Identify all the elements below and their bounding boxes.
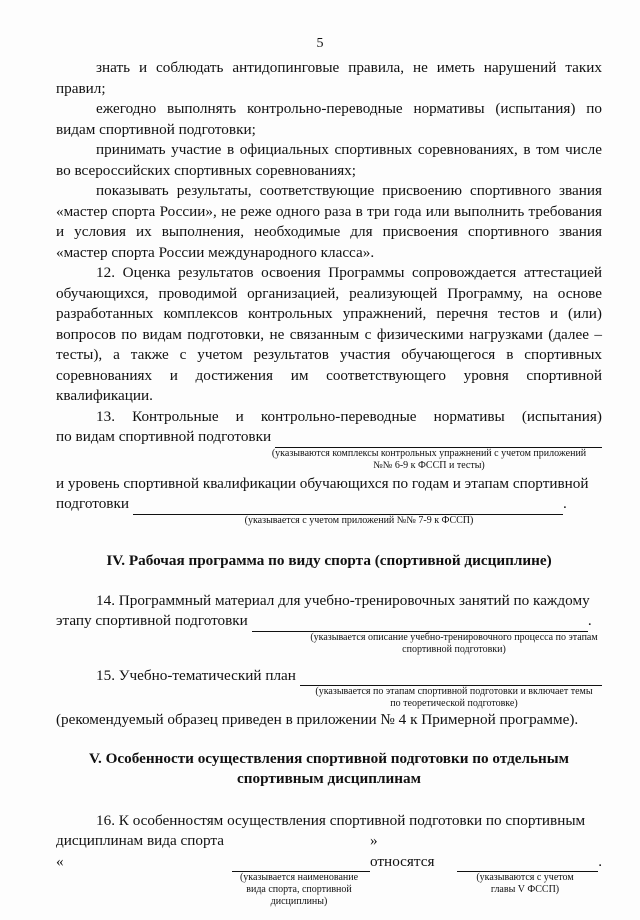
- p16-features-blank: [457, 857, 599, 872]
- paragraph-14-line1: 14. Программный материал для учебно-тренировочных занятий по каждому: [96, 591, 590, 609]
- p15-caption: [56, 686, 602, 710]
- p13-caption1-line: №№ 6-9 к ФССП и тесты): [373, 459, 485, 471]
- p13-caption1-line: (указываются комплексы контрольных упражнений с учетом приложений: [271, 447, 587, 459]
- p13-blank-line2: [133, 499, 563, 515]
- p14-caption-line: спортивной подготовки): [402, 643, 506, 655]
- p16-caption-right: [460, 872, 590, 908]
- p14-end: .: [587, 612, 592, 629]
- p16-caption-left-line: (указывается наименование: [239, 872, 359, 883]
- paragraph-14-line2: [56, 611, 602, 632]
- p16-caption-left-line: вида спорта, спортивной: [246, 884, 352, 895]
- p13-label2: подготовки: [56, 495, 129, 512]
- p15-blank-line: [300, 670, 602, 686]
- p16-caption-right-line: главы V ФССП): [490, 884, 560, 895]
- p15-caption-line: по теоретической подготовке): [390, 698, 518, 709]
- p16-captions: [56, 872, 602, 908]
- p13-word: 13.: [96, 407, 115, 425]
- paragraph-12: 12. Оценка результатов освоения Программы сопровождается аттестацией обучающихся, проводимой организацией, реализующей Программу, на основе разработанных комплексов контрольных упражнений, перечня тестов и (или) вопросов по видам подготовки, не связанным с физическими нагрузками (далее – тесты), а также с учетом результатов участия обучающегося в спортивных соревнованиях и достижения им соответствующего уровня спортивной квалификации.: [56, 264, 602, 404]
- p13-word: нормативы: [433, 407, 505, 425]
- p13-word: (испытания): [521, 407, 602, 425]
- p16-sport-blank: [232, 857, 370, 872]
- section-5-title-line1: V. Особенности осуществления спортивной подготовки по отдельным: [88, 749, 570, 767]
- p16-end: .: [598, 852, 602, 870]
- list-item-2: ежегодно выполнять контрольно-переводные нормативы (испытания) по видам спортивной подготовки;: [56, 100, 602, 138]
- p13-word: и: [235, 407, 244, 425]
- p15-label: 15. Учебно-тематический план: [96, 666, 296, 684]
- list-item-4: показывать результаты, соответствующие присвоению спортивного звания «мастер спорта России», не реже одного раза в три года или выполнить требования и условия их выполнения, необходимые для присвоения спортивного звания «мастер спорта России международного класса».: [56, 182, 602, 261]
- p13-label: по видам спортивной подготовки: [56, 428, 272, 445]
- page-number: 5: [316, 36, 324, 51]
- paragraph-13-line1: [56, 407, 602, 428]
- paragraph-13-line2: [56, 427, 602, 448]
- list-item-1: знать и соблюдать антидопинговые правила, не иметь нарушений таких правил;: [56, 59, 602, 97]
- p13-caption2: (указывается с учетом приложений №№ 7-9 к ФССП): [244, 514, 474, 526]
- p14-caption: [56, 632, 602, 656]
- p16-caption-right-line: (указываются с учетом: [476, 872, 574, 883]
- paragraph-15-line1: [56, 666, 602, 687]
- p13-end: .: [562, 495, 567, 512]
- section-4-title: IV. Рабочая программа по виду спорта (спортивной дисциплине): [106, 551, 552, 569]
- p13-blank-line: [275, 432, 602, 448]
- list-item-3: принимать участие в официальных спортивных соревнованиях, в том числе во всероссийских спортивных соревнованиях;: [56, 141, 602, 179]
- p13-caption1: [56, 448, 602, 472]
- document-body: [56, 58, 602, 908]
- p16-part-b: » относятся: [370, 832, 435, 870]
- paragraph-13-line4: [56, 494, 602, 515]
- p13-word: контрольно-переводные: [260, 407, 417, 425]
- p13-word: Контрольные: [132, 407, 219, 425]
- p16-part-a: дисциплинам вида спорта «: [56, 832, 224, 870]
- section-5-title-line2: спортивным дисциплинам: [237, 769, 421, 787]
- p15-note: (рекомендуемый образец приведен в приложении № 4 к Примерной программе).: [56, 711, 579, 728]
- paragraph-16-line2: [56, 831, 602, 872]
- p14-blank-line: [252, 616, 588, 632]
- section-5-title: [56, 749, 602, 789]
- p14-caption-line: (указывается описание учебно-тренировочного процесса по этапам: [310, 631, 598, 643]
- p16-caption-left-line: дисциплины): [270, 896, 328, 907]
- p14-label: этапу спортивной подготовки: [56, 612, 248, 629]
- p15-caption-line: (указывается по этапам спортивной подготовки и включает темы: [315, 686, 593, 697]
- paragraph-13-line3: и уровень спортивной квалификации обучающихся по годам и этапам спортивной: [56, 474, 589, 492]
- p16-caption-left: [224, 872, 374, 908]
- paragraph-16-line1: 16. К особенностям осуществления спортивной подготовки по спортивным: [96, 811, 586, 829]
